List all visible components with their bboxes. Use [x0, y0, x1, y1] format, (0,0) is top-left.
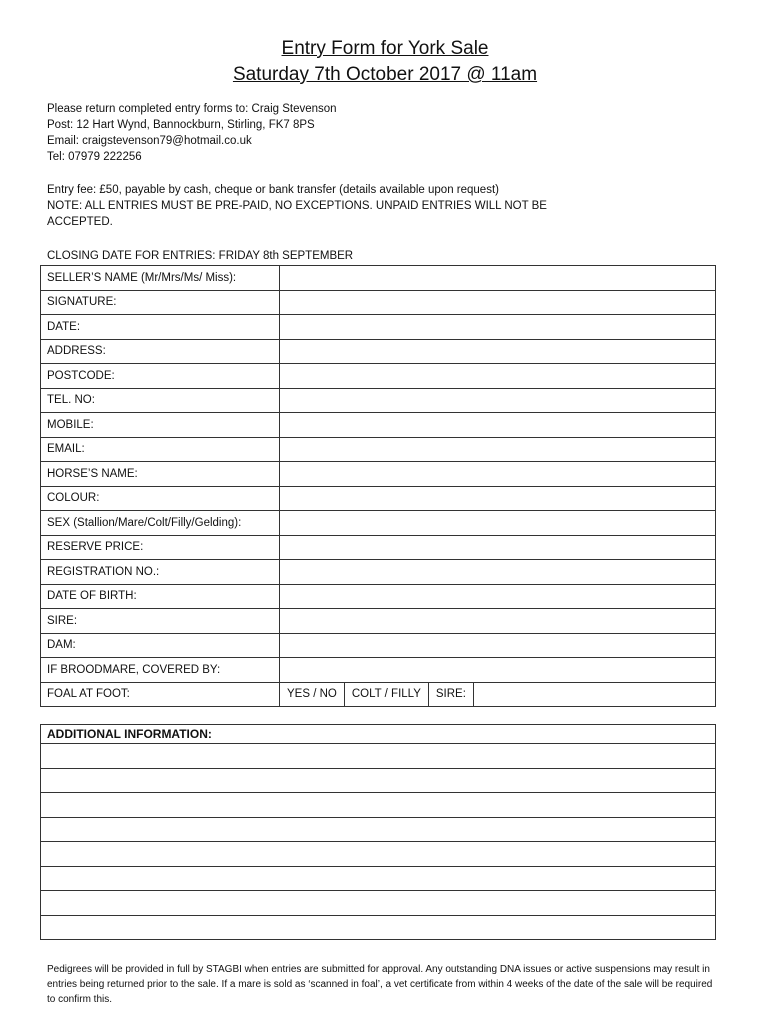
form-row [41, 388, 716, 413]
field-value[interactable] [280, 462, 716, 487]
additional-info-line [41, 744, 716, 769]
field-label: MOBILE: [41, 413, 280, 438]
field-value[interactable] [280, 413, 716, 438]
field-label: DAM: [41, 633, 280, 658]
form-row [41, 339, 716, 364]
field-label: SIGNATURE: [41, 290, 280, 315]
form-row [41, 364, 716, 389]
field-label: ADDRESS: [41, 339, 280, 364]
field-label: FOAL AT FOOT: [41, 682, 280, 707]
additional-info-field[interactable] [41, 842, 716, 867]
colt-filly-field[interactable]: COLT / FILLY [345, 683, 429, 707]
form-row [41, 633, 716, 658]
field-value[interactable] [280, 633, 716, 658]
form-row [41, 511, 716, 536]
contact-block [47, 101, 747, 165]
field-value[interactable] [280, 437, 716, 462]
field-label: RESERVE PRICE: [41, 535, 280, 560]
field-value[interactable] [280, 511, 716, 536]
field-label: IF BROODMARE, COVERED BY: [41, 658, 280, 683]
field-value[interactable] [280, 290, 716, 315]
field-label: SIRE: [41, 609, 280, 634]
field-value[interactable] [280, 364, 716, 389]
additional-info-field[interactable] [41, 891, 716, 916]
form-row [41, 437, 716, 462]
form-row [41, 315, 716, 340]
field-value[interactable] [280, 315, 716, 340]
email-text: Email: craigstevenson79@hotmail.co.uk [47, 135, 252, 147]
entry-table [40, 265, 716, 707]
post-address-text: Post: 12 Hart Wynd, Bannockburn, Stirling, FK7 8PS [47, 119, 315, 131]
field-value[interactable] [280, 609, 716, 634]
sale-date-title: Saturday 7th October 2017 @ 11am [232, 64, 538, 85]
field-label: HORSE’S NAME: [41, 462, 280, 487]
field-value[interactable] [280, 388, 716, 413]
fees-block [47, 182, 747, 230]
field-value[interactable] [280, 560, 716, 585]
additional-info-field[interactable] [41, 768, 716, 793]
field-label: DATE OF BIRTH: [41, 584, 280, 609]
field-value[interactable] [280, 486, 716, 511]
form-row [41, 290, 716, 315]
footer-note: Pedigrees will be provided in full by STAGBI when entries are submitted for approval. Any outstanding DNA issues or active suspensions may result in entries being returned prior to the sale. If a mare is sold as ‘scanned in foal’, a vet certificate from within 4 weeks of the date of the sale will be required to confirm this. [47, 964, 713, 1005]
additional-info-field[interactable] [41, 915, 716, 940]
return-to-text: Please return completed entry forms to: Craig Stevenson [47, 103, 337, 115]
tel-text: Tel: 07979 222256 [47, 151, 142, 163]
field-label: DATE: [41, 315, 280, 340]
form-row [41, 462, 716, 487]
additional-info-line [41, 866, 716, 891]
foal-options [280, 682, 716, 707]
field-label: SEX (Stallion/Mare/Colt/Filly/Gelding): [41, 511, 280, 536]
form-row [41, 486, 716, 511]
field-value[interactable] [280, 266, 716, 291]
closing-date: CLOSING DATE FOR ENTRIES: FRIDAY 8th SEPTEMBER [47, 250, 354, 262]
additional-info-line [41, 891, 716, 916]
additional-info-field[interactable] [41, 744, 716, 769]
additional-info-line [41, 793, 716, 818]
field-label: COLOUR: [41, 486, 280, 511]
additional-info-field[interactable] [41, 793, 716, 818]
field-value[interactable] [280, 535, 716, 560]
additional-info-field[interactable] [41, 817, 716, 842]
form-row [41, 535, 716, 560]
form-row [41, 413, 716, 438]
additional-info-table [40, 724, 716, 940]
additional-info-line [41, 817, 716, 842]
additional-info-line [41, 842, 716, 867]
form-title: Entry Form for York Sale [281, 38, 489, 59]
field-label: EMAIL: [41, 437, 280, 462]
form-row [41, 658, 716, 683]
form-row [41, 584, 716, 609]
form-row [41, 560, 716, 585]
field-value[interactable] [280, 584, 716, 609]
additional-info-field[interactable] [41, 866, 716, 891]
additional-info-heading: ADDITIONAL INFORMATION: [41, 725, 716, 744]
entry-fee-text: Entry fee: £50, payable by cash, cheque or bank transfer (details available upon request) [47, 184, 499, 196]
field-value[interactable] [280, 658, 716, 683]
field-label: POSTCODE: [41, 364, 280, 389]
form-row [41, 609, 716, 634]
additional-info-line [41, 768, 716, 793]
field-label: SELLER’S NAME (Mr/Mrs/Ms/ Miss): [41, 266, 280, 291]
additional-info-line [41, 915, 716, 940]
foal-sire-label: SIRE: [429, 683, 474, 707]
field-label: REGISTRATION NO.: [41, 560, 280, 585]
yes-no-field[interactable]: YES / NO [280, 683, 345, 707]
field-value[interactable] [280, 339, 716, 364]
foal-row [41, 682, 716, 707]
prepaid-note: NOTE: ALL ENTRIES MUST BE PRE-PAID, NO EXCEPTIONS. UNPAID ENTRIES WILL NOT BE ACCEPTED. [47, 200, 547, 228]
field-label: TEL. NO: [41, 388, 280, 413]
form-row [41, 266, 716, 291]
